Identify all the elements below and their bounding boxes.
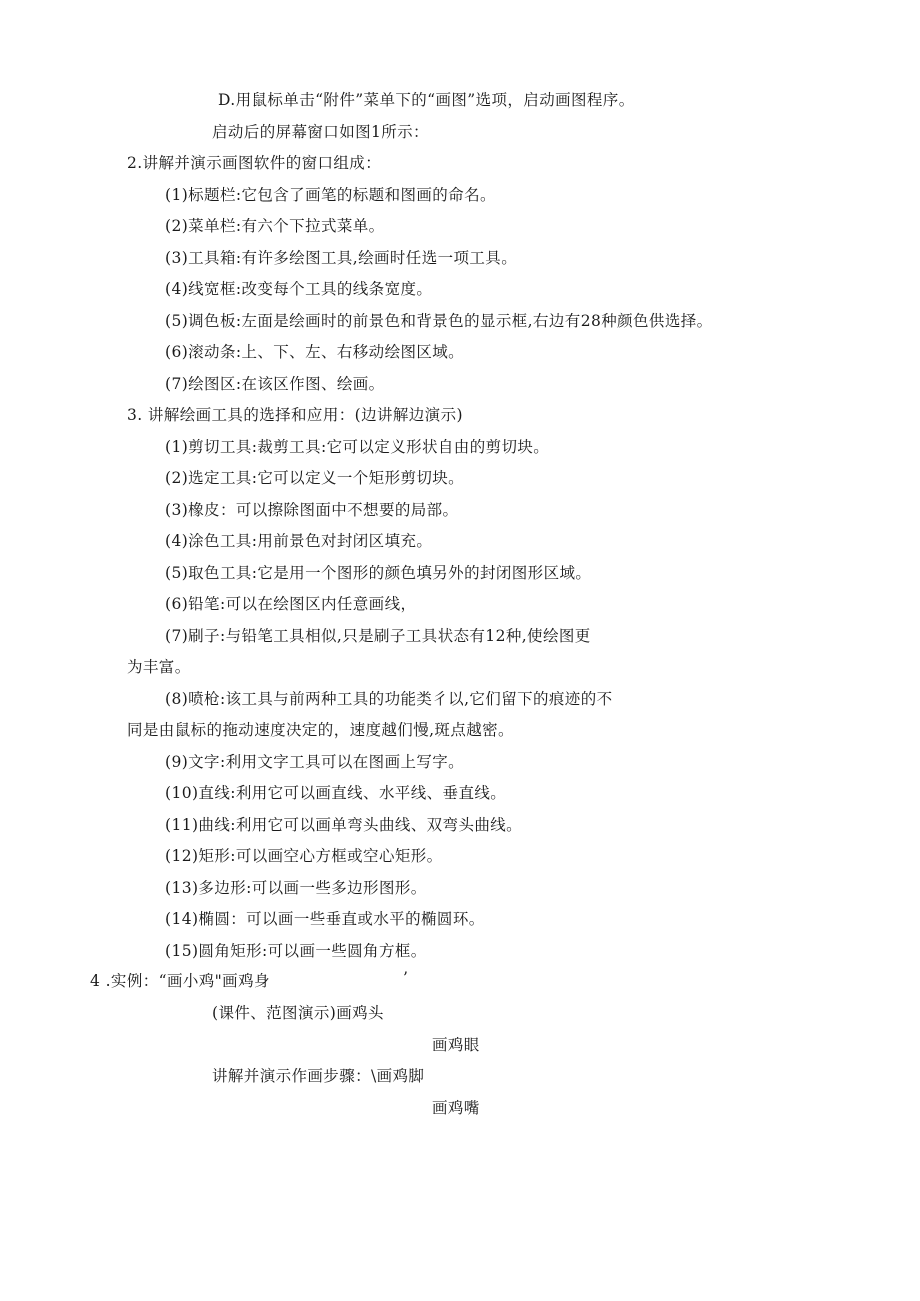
- text-line-palette: (5)调色板:左面是绘画时的前景色和背景色的显示框,右边有28种颜色供选择。: [165, 312, 713, 330]
- text-line-title-bar: (1)标题栏:它包含了画笔的标题和图画的命名。: [165, 186, 496, 204]
- text-line-rectangle-tool: (12)矩形:可以画空心方框或空心矩形。: [165, 847, 443, 865]
- text-line-heading-3: 3. 讲解绘画工具的选择和应用：(边讲解边演示): [127, 406, 463, 424]
- text-line-rounded-rect: (15)圆角矩形:可以画一些圆角方框。: [165, 942, 427, 960]
- text-line-polygon-tool: (13)多边形:可以画一些多边形图形。: [165, 879, 427, 897]
- text-line-draw-feet: 讲解并演示作画步骤：\画鸡脚: [212, 1067, 425, 1085]
- text-line-airbrush: (8)喷枪:该工具与前两种工具的功能类彳以,它们留下的痕迹的不: [165, 690, 613, 708]
- text-line-heading-2: 2.讲解并演示画图软件的窗口组成：: [127, 154, 382, 172]
- text-line-draw-eye: 画鸡眼: [432, 1036, 480, 1054]
- text-line-eraser: (3)橡皮：可以擦除图面中不想要的局部。: [165, 501, 459, 519]
- text-line-cut-tool: (1)剪切工具:裁剪工具:它可以定义形状自由的剪切块。: [165, 438, 550, 456]
- text-line-ellipse-tool: (14)椭圆：可以画一些垂直或水平的椭圆环。: [165, 910, 485, 928]
- text-line-brace-mark: ’: [403, 969, 409, 987]
- text-line-scrollbar: (6)滚动条:上、下、左、右移动绘图区域。: [165, 343, 465, 361]
- text-line-pencil: (6)铅笔:可以在绘图区内任意画线，: [165, 595, 417, 613]
- text-line-line-tool: (10)直线:利用它可以画直线、水平线、垂直线。: [165, 784, 507, 802]
- text-line-line-width: (4)线宽框:改变每个工具的线条宽度。: [165, 280, 433, 298]
- text-line-text-tool: (9)文字:利用文字工具可以在图画上写字。: [165, 753, 465, 771]
- text-line-window-intro: 启动后的屏幕窗口如图1所示：: [212, 123, 429, 141]
- text-line-brush-cont: 为丰富。: [127, 658, 191, 676]
- text-line-step-d: D.用鼠标单击“附件”菜单下的“画图”选项，启动画图程序。: [218, 91, 635, 109]
- text-line-curve-tool: (11)曲线:利用它可以画单弯头曲线、双弯头曲线。: [165, 816, 523, 834]
- text-line-fill-tool: (4)涂色工具:用前景色对封闭区填充。: [165, 532, 433, 550]
- text-line-toolbox: (3)工具箱:有许多绘图工具,绘画时任选一项工具。: [165, 249, 518, 267]
- text-line-airbrush-cont: 同是由鼠标的拖动速度决定的，速度越们慢,斑点越密。: [127, 721, 514, 739]
- text-line-draw-beak: 画鸡嘴: [432, 1099, 480, 1117]
- text-line-drawing-area: (7)绘图区:在该区作图、绘画。: [165, 375, 385, 393]
- text-line-draw-head: (课件、范图演示)画鸡头: [212, 1004, 384, 1022]
- text-line-select-tool: (2)选定工具:它可以定义一个矩形剪切块。: [165, 469, 465, 487]
- text-line-menu-bar: (2)菜单栏:有六个下拉式菜单。: [165, 217, 385, 235]
- text-line-example-heading: 4 .实例：“画小鸡"画鸡身: [90, 972, 270, 990]
- text-line-brush: (7)刷子:与铅笔工具相似,只是刷子工具状态有12种,使绘图更: [165, 627, 591, 645]
- text-line-color-picker: (5)取色工具:它是用一个图形的颜色填另外的封闭图形区域。: [165, 564, 592, 582]
